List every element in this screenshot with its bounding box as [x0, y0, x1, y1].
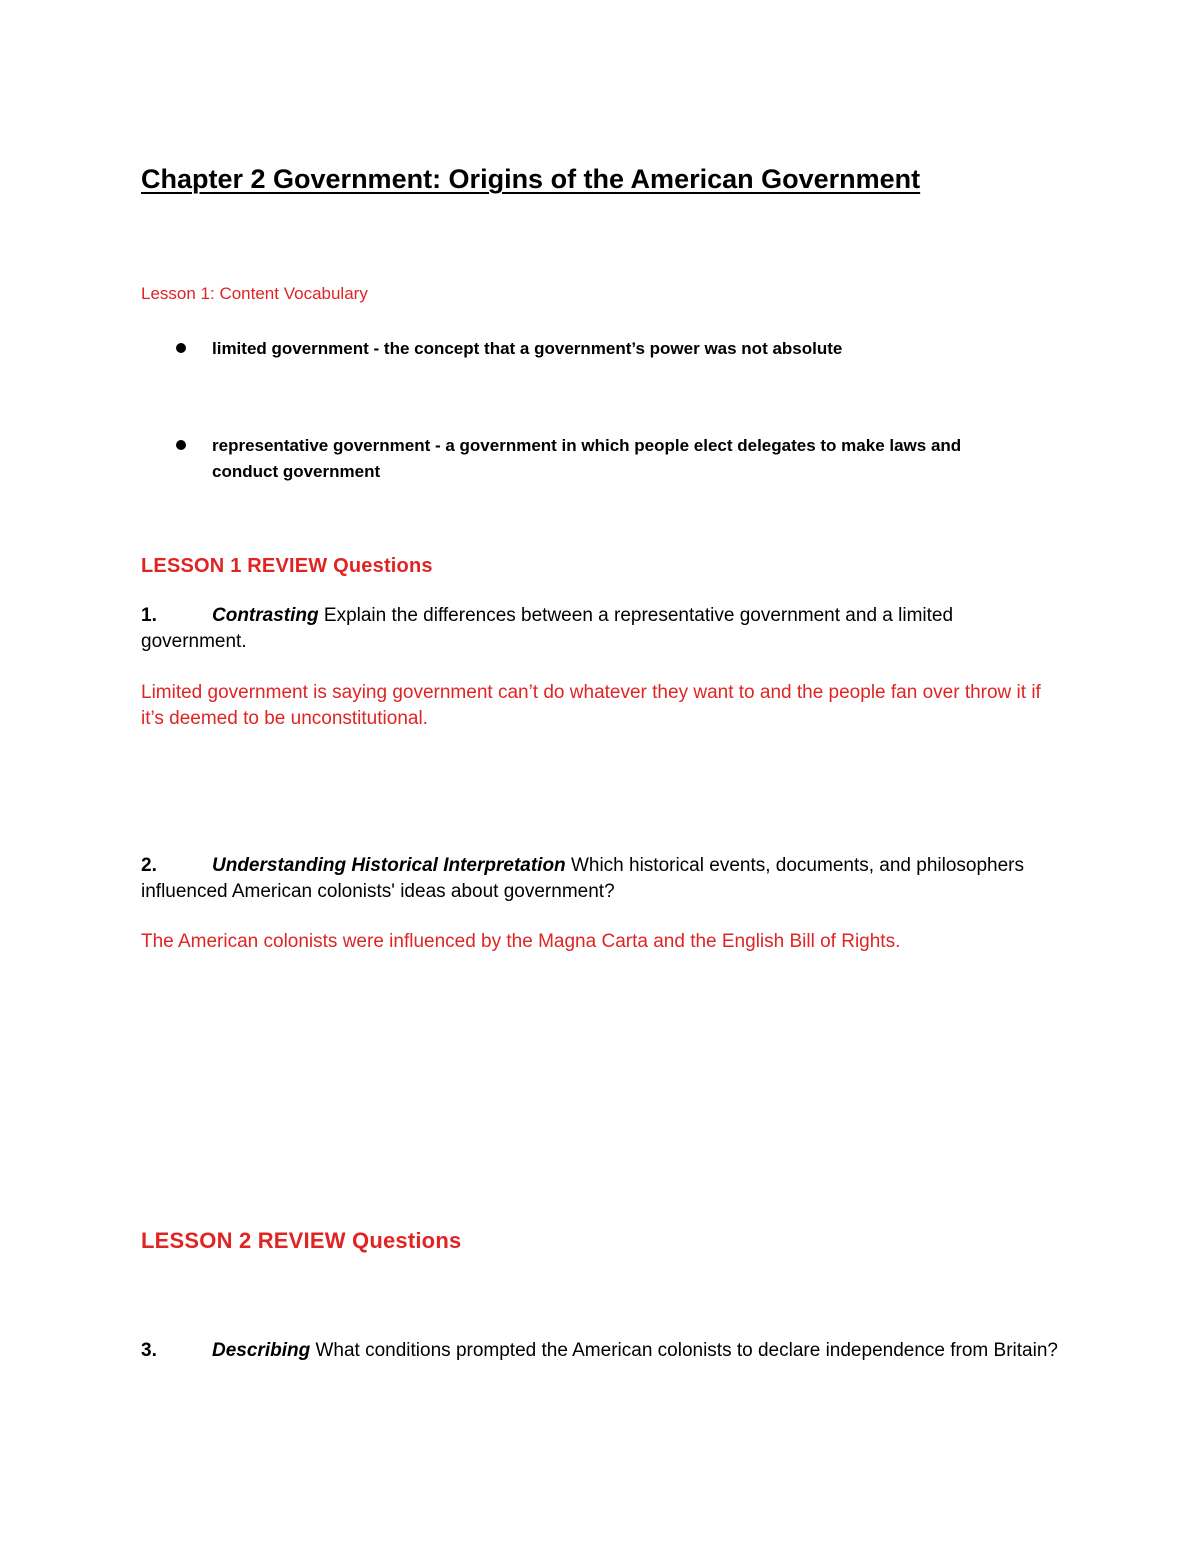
lesson2-review-heading: LESSON 2 REVIEW Questions — [141, 1228, 462, 1253]
question-1 — [141, 603, 1061, 655]
lesson1-vocabulary-heading: Lesson 1: Content Vocabulary — [141, 284, 368, 303]
vocab-term-limited-government: limited government - the concept that a government’s power was not absolute — [212, 339, 843, 358]
question-number: 2. — [141, 855, 157, 876]
page-title: Chapter 2 Government: Origins of the American Government — [141, 164, 921, 194]
question-text: What conditions prompted the American colonists to declare independence from Britain? — [315, 1340, 1058, 1361]
vocab-list-item — [176, 433, 1056, 485]
vocab-list-item — [176, 336, 1056, 362]
bullet-icon — [176, 343, 186, 353]
question-text: Explain the differences between a representative government and a limited government. — [141, 605, 954, 652]
answer-1: Limited government is saying government can’t do whatever they want to and the people fan over throw it if it’s deemed to be unconstitutional. — [141, 682, 1041, 729]
question-3 — [141, 1338, 1061, 1364]
question-text: Which historical events, documents, and philosophers influenced American colonists' ideas about government? — [141, 855, 1025, 902]
question-number: 3. — [141, 1340, 157, 1361]
question-number: 1. — [141, 605, 157, 626]
question-lead: Understanding Historical Interpretation — [212, 855, 566, 876]
question-lead: Contrasting — [212, 605, 319, 626]
bullet-icon — [176, 440, 186, 450]
question-2 — [141, 853, 1061, 905]
question-lead: Describing — [212, 1340, 311, 1361]
lesson1-review-heading: LESSON 1 REVIEW Questions — [141, 555, 433, 577]
answer-2: The American colonists were influenced by the Magna Carta and the English Bill of Rights. — [141, 931, 901, 952]
vocab-term-representative-government: representative government - a government in which people elect delegates to make laws and conduct government — [212, 436, 962, 481]
